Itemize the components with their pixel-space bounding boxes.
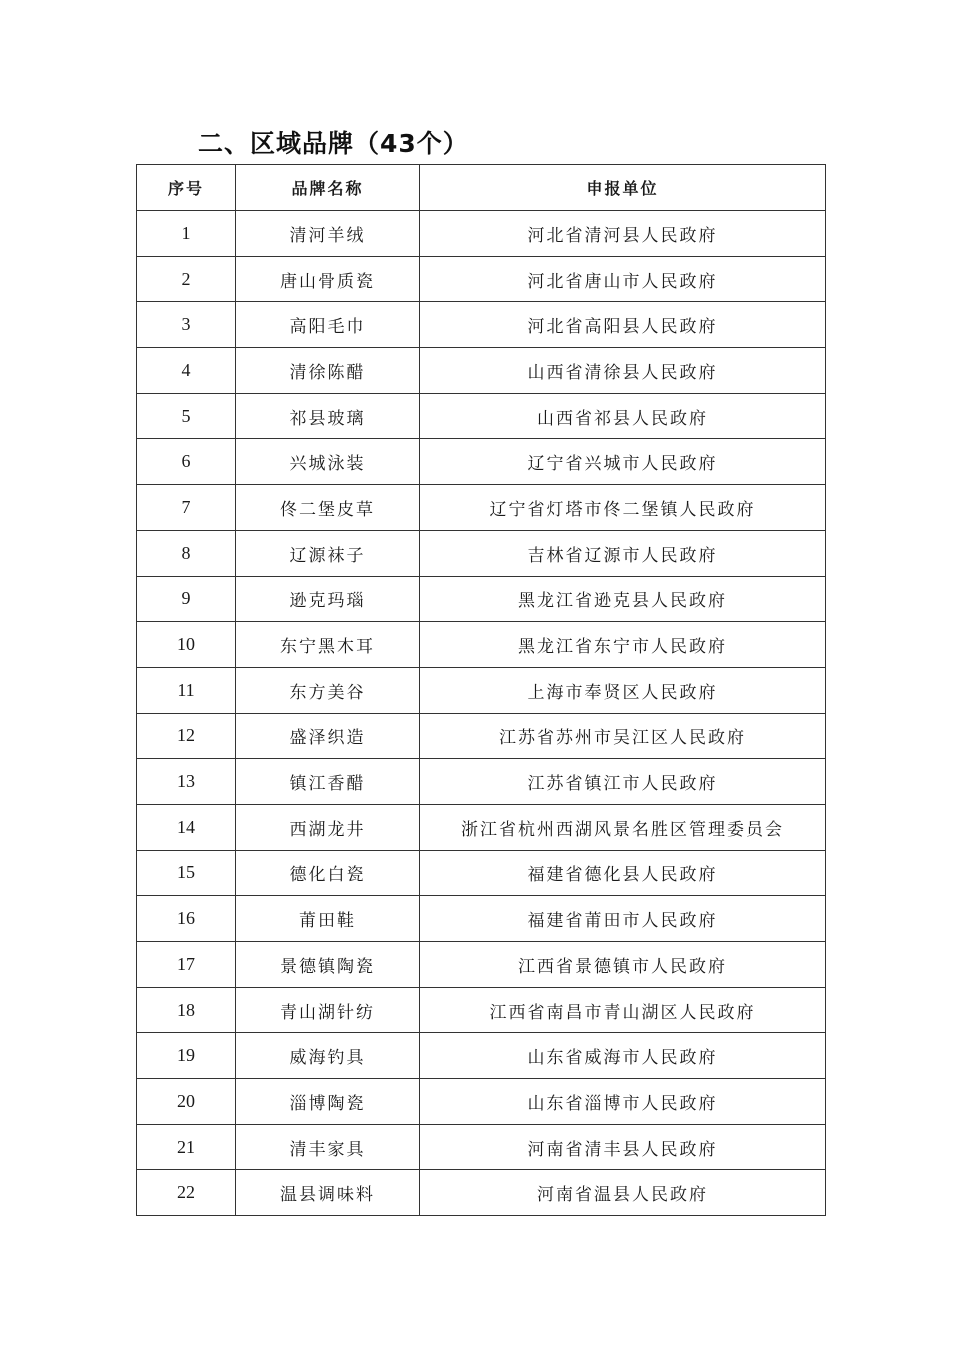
cell-brand-name: 祁县玻璃 — [236, 393, 420, 439]
cell-applicant-unit: 辽宁省兴城市人民政府 — [420, 439, 826, 485]
cell-applicant-unit: 河南省清丰县人民政府 — [420, 1124, 826, 1170]
cell-brand-name: 东方美谷 — [236, 667, 420, 713]
cell-serial-number: 14 — [137, 804, 236, 850]
cell-serial-number: 8 — [137, 530, 236, 576]
cell-serial-number: 4 — [137, 348, 236, 394]
table-header-row — [137, 165, 826, 211]
cell-brand-name: 温县调味料 — [236, 1170, 420, 1216]
cell-applicant-unit: 河北省清河县人民政府 — [420, 211, 826, 257]
cell-brand-name: 淄博陶瓷 — [236, 1079, 420, 1125]
cell-serial-number: 7 — [137, 485, 236, 531]
table-row — [137, 713, 826, 759]
table-row — [137, 1170, 826, 1216]
cell-applicant-unit: 河北省唐山市人民政府 — [420, 256, 826, 302]
cell-serial-number: 6 — [137, 439, 236, 485]
cell-brand-name: 唐山骨质瓷 — [236, 256, 420, 302]
cell-applicant-unit: 山西省清徐县人民政府 — [420, 348, 826, 394]
table-row — [137, 1124, 826, 1170]
table-row — [137, 850, 826, 896]
cell-brand-name: 莆田鞋 — [236, 896, 420, 942]
cell-brand-name: 镇江香醋 — [236, 759, 420, 805]
table-row — [137, 987, 826, 1033]
cell-brand-name: 青山湖针纺 — [236, 987, 420, 1033]
header-brand-name: 品牌名称 — [236, 165, 420, 211]
table-row — [137, 942, 826, 988]
cell-brand-name: 威海钓具 — [236, 1033, 420, 1079]
cell-serial-number: 20 — [137, 1079, 236, 1125]
cell-applicant-unit: 浙江省杭州西湖风景名胜区管理委员会 — [420, 804, 826, 850]
cell-applicant-unit: 山西省祁县人民政府 — [420, 393, 826, 439]
section-title: 二、区域品牌（43个） — [198, 129, 469, 158]
table-body — [137, 211, 826, 1216]
cell-brand-name: 西湖龙井 — [236, 804, 420, 850]
cell-serial-number: 3 — [137, 302, 236, 348]
table-row — [137, 211, 826, 257]
cell-applicant-unit: 黑龙江省东宁市人民政府 — [420, 622, 826, 668]
table-row — [137, 348, 826, 394]
cell-serial-number: 22 — [137, 1170, 236, 1216]
cell-applicant-unit: 江苏省镇江市人民政府 — [420, 759, 826, 805]
cell-brand-name: 逊克玛瑙 — [236, 576, 420, 622]
table-row — [137, 576, 826, 622]
cell-applicant-unit: 福建省莆田市人民政府 — [420, 896, 826, 942]
cell-applicant-unit: 江苏省苏州市吴江区人民政府 — [420, 713, 826, 759]
cell-serial-number: 13 — [137, 759, 236, 805]
cell-serial-number: 9 — [137, 576, 236, 622]
regional-brand-table — [136, 164, 826, 1216]
cell-applicant-unit: 福建省德化县人民政府 — [420, 850, 826, 896]
cell-serial-number: 10 — [137, 622, 236, 668]
cell-brand-name: 清河羊绒 — [236, 211, 420, 257]
cell-brand-name: 兴城泳装 — [236, 439, 420, 485]
cell-serial-number: 11 — [137, 667, 236, 713]
cell-brand-name: 东宁黑木耳 — [236, 622, 420, 668]
cell-applicant-unit: 吉林省辽源市人民政府 — [420, 530, 826, 576]
cell-applicant-unit: 黑龙江省逊克县人民政府 — [420, 576, 826, 622]
table-row — [137, 530, 826, 576]
table-row — [137, 1079, 826, 1125]
header-serial-number: 序号 — [137, 165, 236, 211]
cell-serial-number: 18 — [137, 987, 236, 1033]
table-row — [137, 439, 826, 485]
header-applicant-unit: 申报单位 — [420, 165, 826, 211]
cell-applicant-unit: 山东省威海市人民政府 — [420, 1033, 826, 1079]
cell-applicant-unit: 上海市奉贤区人民政府 — [420, 667, 826, 713]
table-row — [137, 1033, 826, 1079]
table-row — [137, 759, 826, 805]
cell-applicant-unit: 山东省淄博市人民政府 — [420, 1079, 826, 1125]
cell-brand-name: 清徐陈醋 — [236, 348, 420, 394]
cell-applicant-unit: 河南省温县人民政府 — [420, 1170, 826, 1216]
cell-serial-number: 15 — [137, 850, 236, 896]
cell-brand-name: 盛泽织造 — [236, 713, 420, 759]
cell-brand-name: 佟二堡皮草 — [236, 485, 420, 531]
cell-serial-number: 21 — [137, 1124, 236, 1170]
cell-serial-number: 17 — [137, 942, 236, 988]
cell-serial-number: 19 — [137, 1033, 236, 1079]
table-row — [137, 622, 826, 668]
table-row — [137, 393, 826, 439]
table-row — [137, 485, 826, 531]
cell-applicant-unit: 江西省南昌市青山湖区人民政府 — [420, 987, 826, 1033]
cell-brand-name: 景德镇陶瓷 — [236, 942, 420, 988]
table-row — [137, 256, 826, 302]
cell-serial-number: 2 — [137, 256, 236, 302]
cell-applicant-unit: 河北省高阳县人民政府 — [420, 302, 826, 348]
cell-brand-name: 清丰家具 — [236, 1124, 420, 1170]
cell-serial-number: 12 — [137, 713, 236, 759]
table-row — [137, 896, 826, 942]
cell-brand-name: 高阳毛巾 — [236, 302, 420, 348]
cell-serial-number: 16 — [137, 896, 236, 942]
cell-serial-number: 5 — [137, 393, 236, 439]
cell-serial-number: 1 — [137, 211, 236, 257]
table-row — [137, 667, 826, 713]
cell-brand-name: 辽源袜子 — [236, 530, 420, 576]
table-row — [137, 302, 826, 348]
cell-applicant-unit: 辽宁省灯塔市佟二堡镇人民政府 — [420, 485, 826, 531]
cell-applicant-unit: 江西省景德镇市人民政府 — [420, 942, 826, 988]
table-row — [137, 804, 826, 850]
cell-brand-name: 德化白瓷 — [236, 850, 420, 896]
